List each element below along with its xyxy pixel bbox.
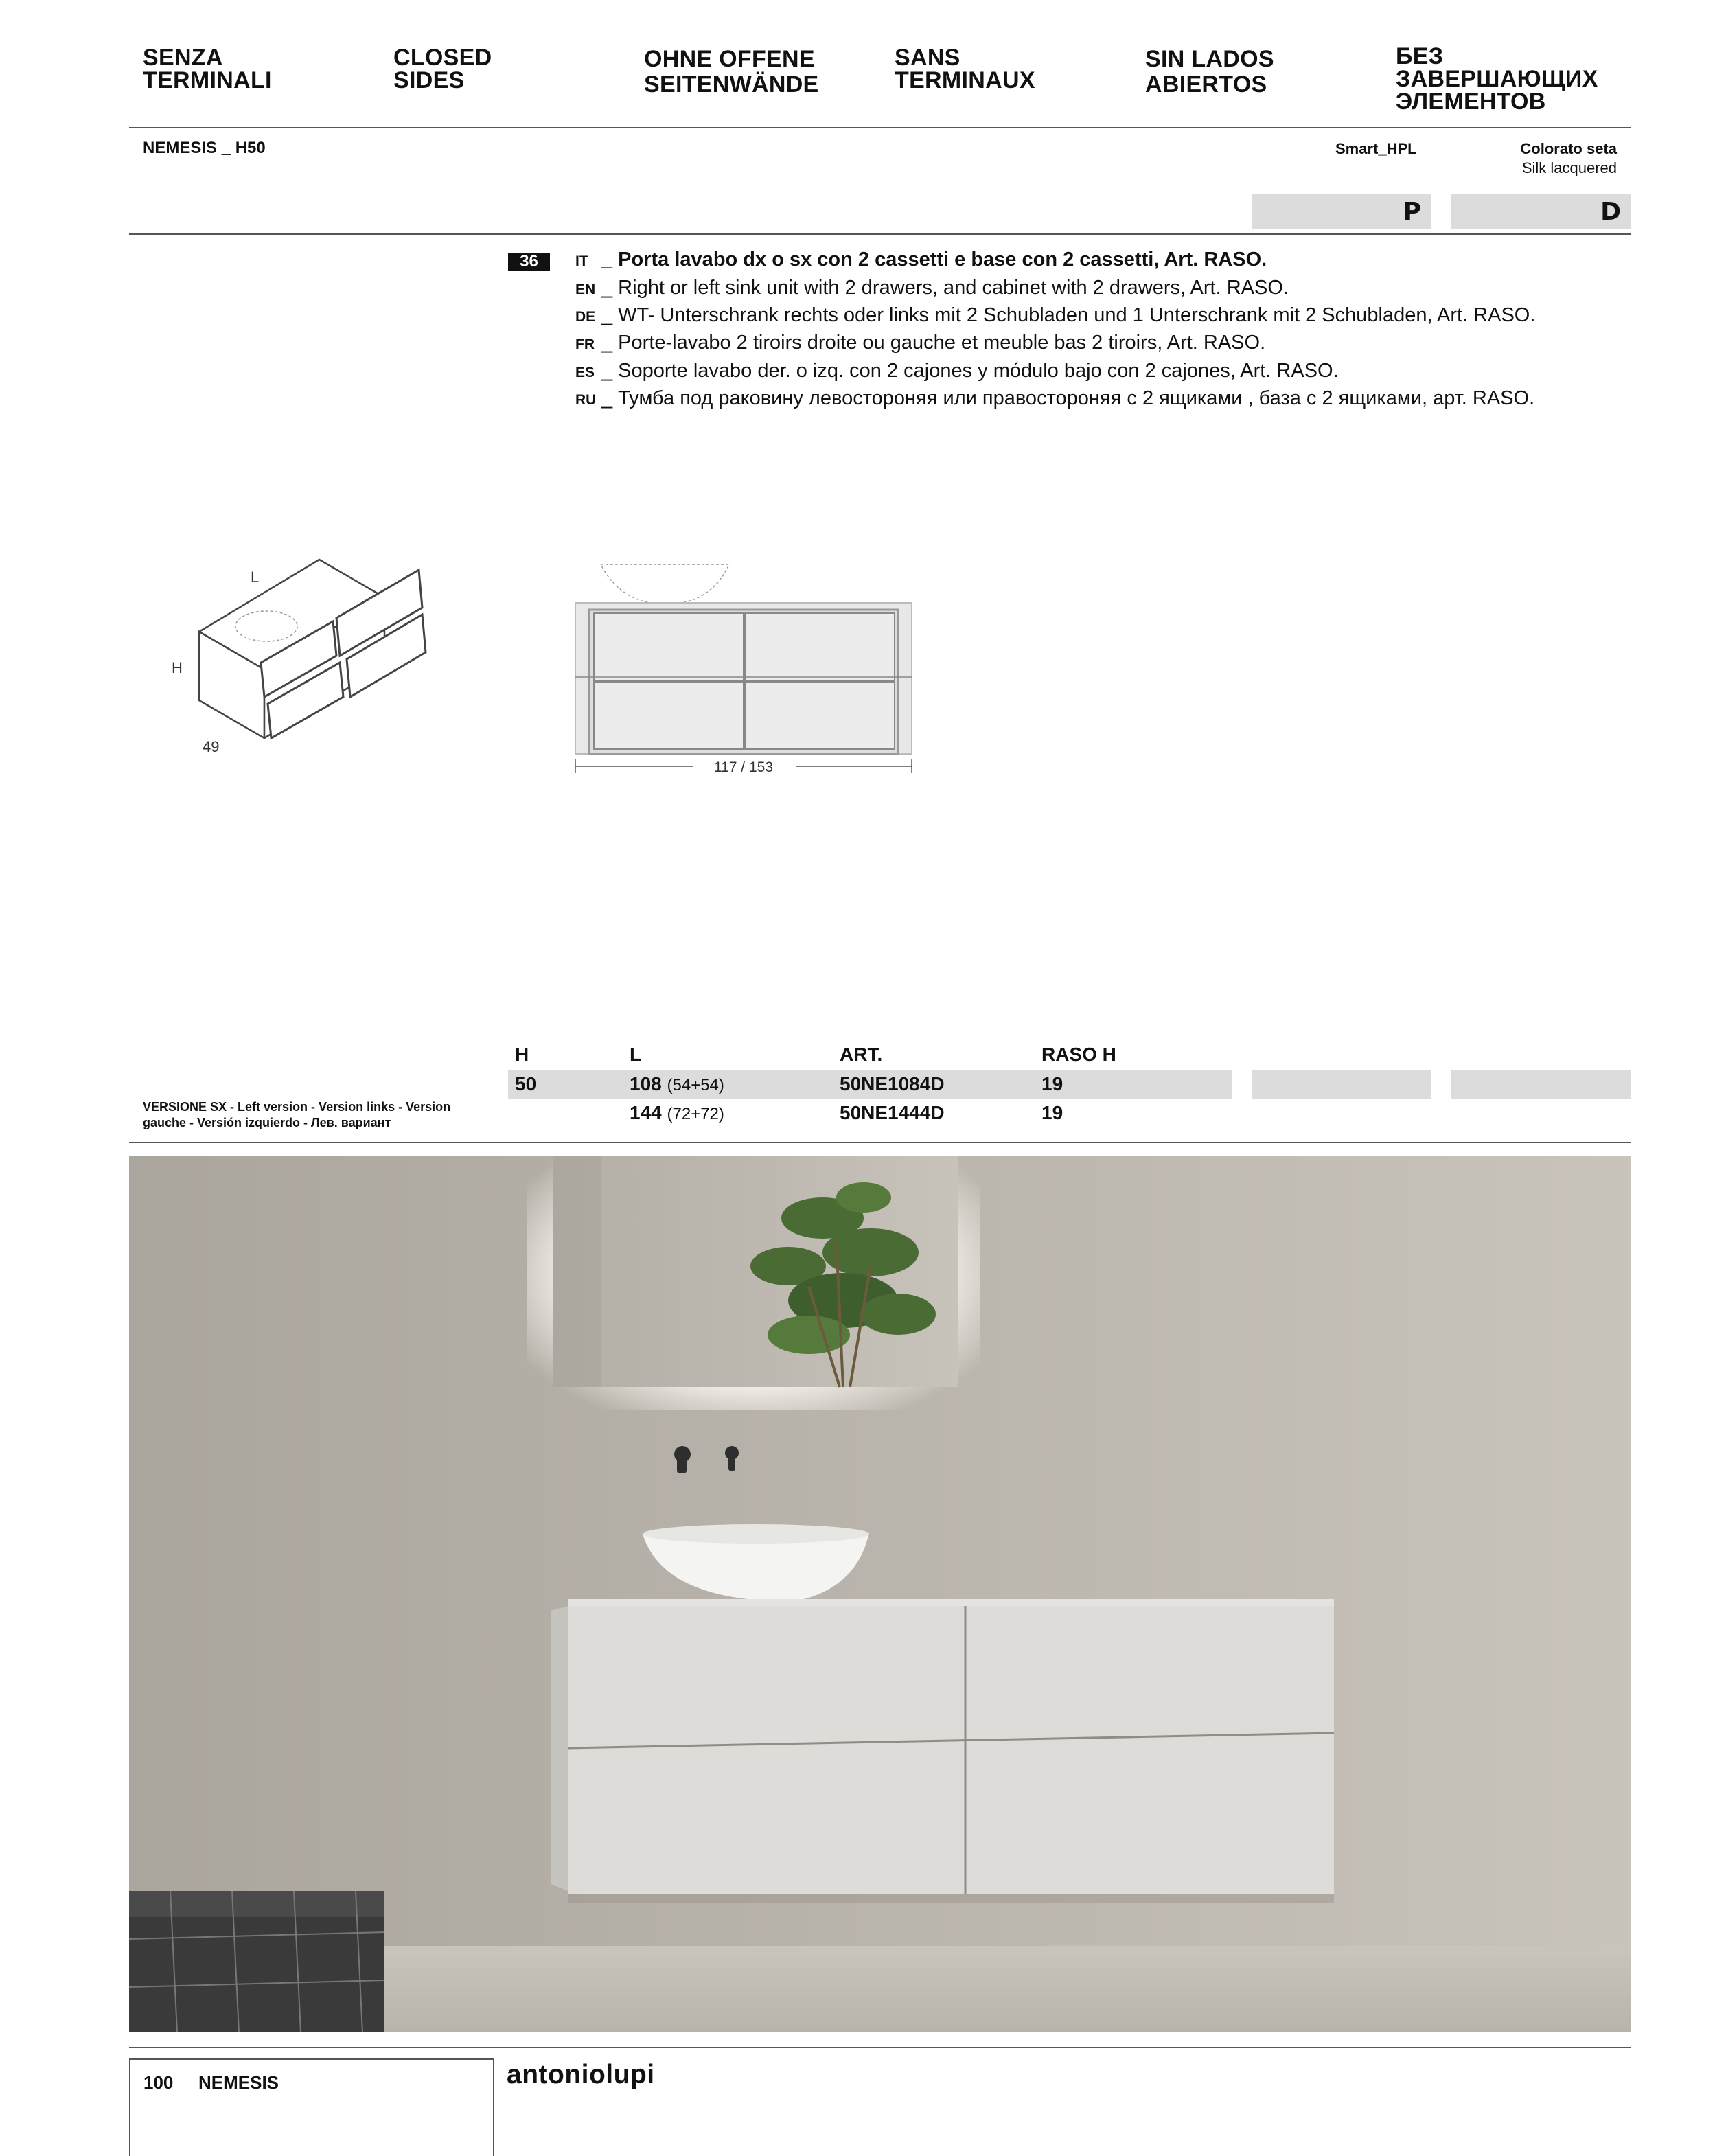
cabinet-shadow — [568, 1894, 1334, 1903]
header-fr-line1: SANS — [895, 45, 960, 71]
header-de-line2: SEITENWÄNDE — [644, 71, 819, 98]
version-note-line2: gauche - Versión izquierdo - Лев. вариант — [143, 1116, 391, 1129]
product-photo — [129, 1156, 1631, 2032]
row2-l-detail: (72+72) — [667, 1105, 724, 1123]
brand-logo: antoniolupi — [507, 2060, 655, 2089]
desc-fr — [575, 329, 1265, 358]
header-fr-line2: TERMINAUX — [895, 67, 1035, 93]
header-de — [644, 47, 819, 98]
desc-fr-text: _ Porte-lavabo 2 tiroirs droite ou gauche et meuble bas 2 tiroirs, Art. RASO. — [601, 332, 1266, 354]
header-de-line1: OHNE OFFENE — [644, 46, 815, 72]
front-drawer-4 — [745, 682, 895, 749]
row2-art: 50NE1444D — [840, 1102, 945, 1123]
finish1-code: P — [1403, 198, 1421, 226]
front-drawing — [570, 562, 920, 781]
desc-de-text: _ WT- Unterschrank rechts oder links mit 2 Schubladen und 1 Unterschrank mit 2 Schubladen, Art. RASO. — [601, 304, 1536, 326]
header-ru — [1396, 45, 1598, 113]
row2-l — [630, 1102, 724, 1124]
finish2-code: D — [1600, 198, 1621, 226]
row1-l-value: 108 — [630, 1073, 662, 1094]
front-drawer-1 — [594, 613, 744, 680]
finish2-code-box — [1451, 194, 1631, 229]
desc-it — [575, 246, 1267, 275]
row2-raso: 19 — [1041, 1102, 1063, 1123]
table-row-1-finish2 — [1451, 1070, 1631, 1099]
cabinet-body — [568, 1606, 1334, 1894]
header-fr — [895, 47, 1035, 92]
version-note-line1: VERSIONE SX - Left version - Version links - Version — [143, 1100, 451, 1114]
dim-width-label: 117 / 153 — [713, 759, 774, 775]
desc-en-lang: EN — [575, 282, 596, 297]
version-note — [143, 1099, 450, 1131]
row1-l-detail: (54+54) — [667, 1076, 724, 1094]
footer-rule — [129, 2047, 1631, 2048]
desc-es-lang: ES — [575, 365, 595, 380]
item-number: 36 — [520, 252, 538, 271]
desc-en — [575, 274, 1289, 303]
ottoman-top — [129, 1891, 384, 1917]
desc-es — [575, 357, 1339, 387]
iso-label-l: L — [251, 569, 260, 586]
item-number-badge — [508, 253, 550, 271]
finish2-title: Colorato seta — [1520, 140, 1617, 157]
row1-h: 50 — [515, 1073, 537, 1094]
header-ru-line3: ЭЛЕМЕНТОВ — [1396, 89, 1546, 115]
th-raso: RASO H — [1041, 1044, 1116, 1065]
front-drawer-2 — [745, 613, 895, 680]
header-es-line1: SIN LADOS — [1145, 46, 1274, 72]
header-ru-line2: ЗАВЕРШАЮЩИХ — [1396, 66, 1598, 92]
page-number: 100 — [143, 2072, 174, 2093]
header-rule — [129, 127, 1631, 128]
desc-ru-lang: RU — [575, 392, 597, 408]
isometric-drawing — [151, 549, 439, 769]
header-it — [143, 47, 272, 92]
tap-left-spout — [677, 1454, 687, 1473]
header-en — [393, 47, 492, 92]
th-l: L — [630, 1044, 642, 1065]
product-rule — [129, 233, 1631, 235]
front-basin-outline — [601, 564, 729, 604]
front-drawer-3 — [594, 682, 744, 749]
header-en-line2: SIDES — [393, 67, 465, 93]
header-it-line1: SENZA — [143, 45, 223, 71]
desc-es-text: _ Soporte lavabo der. o izq. con 2 cajones y módulo bajo con 2 cajones, Art. RASO. — [601, 360, 1339, 382]
header-es-line2: ABIERTOS — [1145, 71, 1267, 98]
tap-right-lever — [728, 1453, 735, 1471]
mirror-niche-shade — [553, 1156, 601, 1387]
finish2-block — [1520, 140, 1617, 177]
cabinet-side — [551, 1606, 568, 1891]
header-ru-line1: БЕЗ — [1396, 43, 1444, 69]
row1-raso: 19 — [1041, 1073, 1063, 1094]
row1-l — [630, 1073, 724, 1095]
footer-box — [129, 2058, 494, 2156]
header-es — [1145, 47, 1274, 98]
table-row-1-finish1 — [1252, 1070, 1431, 1099]
finish2-subtitle: Silk lacquered — [1521, 159, 1617, 176]
basin-rim — [643, 1524, 869, 1544]
desc-en-text: _ Right or left sink unit with 2 drawers, and cabinet with 2 drawers, Art. RASO. — [601, 277, 1289, 299]
desc-de — [575, 301, 1535, 331]
footer-collection: NEMESIS — [198, 2072, 279, 2093]
finish1-code-box — [1252, 194, 1431, 229]
row1-art: 50NE1084D — [840, 1073, 945, 1094]
product-name: NEMESIS _ H50 — [143, 139, 266, 157]
iso-label-depth: 49 — [203, 738, 220, 755]
desc-it-text: _ Porta lavabo dx o sx con 2 cassetti e base con 2 cassetti, Art. RASO. — [601, 249, 1267, 271]
th-art: ART. — [840, 1044, 883, 1065]
iso-label-h: H — [172, 659, 183, 676]
desc-it-lang: IT — [575, 253, 588, 269]
desc-ru — [575, 385, 1534, 414]
finish1-title: Smart_HPL — [1335, 140, 1417, 157]
desc-ru-text: _ Тумба под раковину левостороняя или правостороняя с 2 ящиками , база с 2 ящиками, арт. RASO. — [601, 387, 1535, 409]
th-h: H — [515, 1044, 529, 1065]
row2-l-value: 144 — [630, 1102, 662, 1123]
header-en-line1: CLOSED — [393, 45, 492, 71]
desc-fr-lang: FR — [575, 336, 595, 352]
desc-de-lang: DE — [575, 309, 596, 325]
header-it-line2: TERMINALI — [143, 67, 272, 93]
table-rule — [129, 1142, 1631, 1143]
